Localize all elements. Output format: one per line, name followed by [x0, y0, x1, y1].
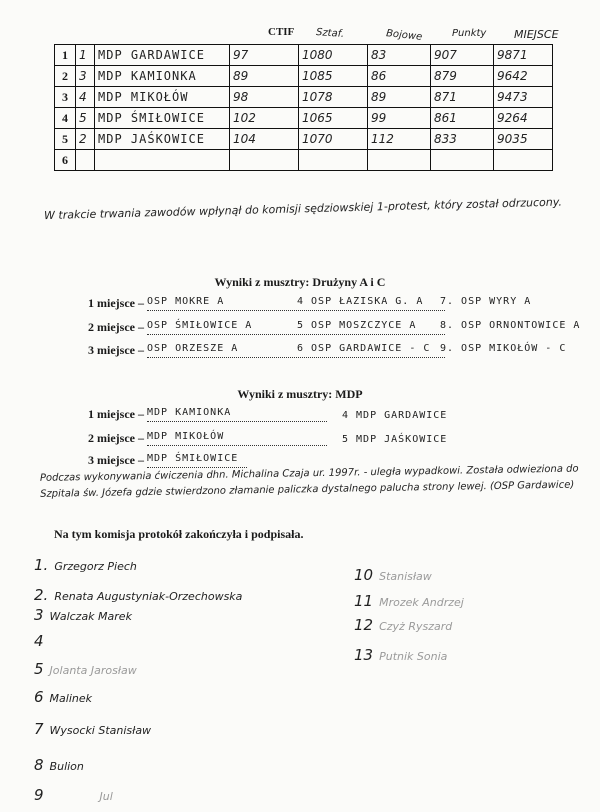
row-start-number: [76, 150, 95, 171]
place-entries: [147, 296, 445, 311]
musztra-mdp-title: Wyniki z musztry: MDP: [237, 387, 363, 401]
row-team: MDP KAMIONKA: [95, 66, 230, 87]
place-second: 6 OSP GARDAWICE - C: [296, 343, 431, 354]
row-total: 926: [494, 108, 553, 129]
header-miejsce: MIEJSCE: [514, 28, 559, 41]
signature-number: 8: [34, 756, 44, 774]
row-sztafeta: 1070: [299, 129, 368, 150]
table-row: [55, 66, 553, 87]
table-row: [55, 108, 553, 129]
signature-name: Grzegorz Piech: [54, 560, 137, 573]
place-main: OSP ŚMIŁOWICE A: [146, 320, 253, 331]
row-start-number: 4: [76, 87, 95, 108]
row-lp: 5: [55, 129, 76, 150]
places-column: [520, 48, 528, 153]
place-value: 4: [520, 111, 528, 125]
row-bojowe: 112: [368, 129, 431, 150]
row-total: 947: [494, 87, 553, 108]
signature-number: 9: [34, 786, 44, 804]
signature-entry: [34, 586, 242, 604]
row-team: MDP ŚMIŁOWICE: [95, 108, 230, 129]
place-label: 3 miejsce –: [88, 453, 144, 467]
row-bojowe: [368, 150, 431, 171]
place-label: 2 miejsce –: [88, 320, 144, 334]
signature-entry: [34, 756, 84, 774]
row-team: MDP MIKOŁÓW: [95, 87, 230, 108]
row-team: MDP GARDAWICE: [95, 45, 230, 66]
musztra-mdp-row: [88, 407, 447, 425]
musztra-mdp-row: [88, 431, 447, 449]
place-main: OSP ORZESZE A: [146, 343, 239, 354]
signature-entry: [34, 720, 151, 738]
signature-name: Czyż Ryszard: [379, 620, 453, 633]
table-row: [55, 150, 553, 171]
row-ctif: 98: [230, 87, 299, 108]
place-main: MDP ŚMIŁOWICE: [147, 453, 247, 468]
row-total: 964: [494, 66, 553, 87]
place-label: 3 miejsce –: [88, 343, 144, 357]
row-bojowe: 83: [368, 45, 431, 66]
signature-number: 6: [34, 688, 44, 706]
signature-entry: [354, 566, 432, 584]
place-value: 2: [520, 69, 528, 83]
header-sztafeta: Sztaf.: [315, 27, 345, 40]
place-label: 1 miejsce –: [88, 296, 144, 310]
accident-note: Podczas wykonywania ćwiczenia dhn. Michalina Czaja ur. 1997r. - uległa wypadkowi. Została odwieziona do Szpitala św. Józefa gdzie stwierdzono złamanie paliczka dystalnego palucha strony lewej. (OSP Gardawice): [39, 463, 579, 500]
signature-name: Renata Augustyniak-Orzechowska: [54, 590, 243, 603]
row-ctif: 89: [230, 66, 299, 87]
signature-entry: [34, 660, 137, 678]
place-entries: [147, 320, 445, 335]
row-punkty: 907: [431, 45, 494, 66]
signature-name: Walczak Marek: [49, 610, 132, 623]
row-punkty: 861: [431, 108, 494, 129]
row-start-number: 2: [76, 129, 95, 150]
signature-name: Malinek: [49, 692, 92, 705]
signature-entry: [34, 688, 92, 706]
signature-name: Stanisław: [379, 570, 432, 583]
protest-note: W trakcie trwania zawodów wpłynął do komisji sędziowskiej 1-protest, który został odrzucony.: [43, 195, 563, 223]
row-start-number: 5: [76, 108, 95, 129]
place-value: 1: [520, 48, 528, 62]
row-bojowe: 99: [368, 108, 431, 129]
place-second: 4 MDP GARDAWICE: [341, 410, 448, 421]
signature-number: 3: [34, 606, 44, 624]
row-sztafeta: 1080: [299, 45, 368, 66]
header-ctif: CTIF: [268, 26, 295, 38]
row-punkty: 833: [431, 129, 494, 150]
signature-entry: [34, 786, 113, 804]
row-lp: 6: [55, 150, 76, 171]
row-sztafeta: 1078: [299, 87, 368, 108]
signature-name: Jul: [99, 790, 113, 803]
place-main: MDP MIKOŁÓW: [147, 431, 327, 446]
row-total: 987: [494, 45, 553, 66]
signature-number: 1.: [34, 556, 49, 574]
place-third: 9. OSP MIKOŁÓW - C: [440, 343, 567, 354]
row-ctif: [230, 150, 299, 171]
row-punkty: 879: [431, 66, 494, 87]
row-team: MDP JAŚKOWICE: [95, 129, 230, 150]
signature-entry: [34, 606, 132, 624]
place-label: 2 miejsce –: [88, 431, 144, 445]
signature-entry: [34, 556, 137, 574]
place-main: OSP MOKRE A: [146, 296, 225, 307]
signature-number: 11: [354, 592, 374, 610]
row-ctif: 104: [230, 129, 299, 150]
header-punkty: Punkty: [452, 28, 487, 39]
row-sztafeta: [299, 150, 368, 171]
signature-number: 10: [354, 566, 374, 584]
row-lp: 3: [55, 87, 76, 108]
place-second: 4 OSP ŁAZISKA G. A: [296, 296, 424, 307]
signature-entry: [34, 632, 50, 650]
signature-name: Mrozek Andrzej: [379, 596, 464, 609]
row-bojowe: 89: [368, 87, 431, 108]
place-third: 8. OSP ORNONTOWICE A: [440, 320, 581, 331]
row-total: 903: [494, 129, 553, 150]
musztra-ac-row: [88, 343, 567, 361]
signature-number: 4: [34, 632, 44, 650]
table-row: [55, 129, 553, 150]
place-third: 7. OSP WYRY A: [440, 296, 532, 307]
musztra-ac-row: [88, 320, 581, 338]
place-value: 3: [520, 90, 528, 104]
signature-number: 2.: [34, 586, 49, 604]
signature-name: Putnik Sonia: [379, 650, 448, 663]
row-team: [95, 150, 230, 171]
table-row: [55, 45, 553, 66]
row-sztafeta: 1085: [299, 66, 368, 87]
row-start-number: 3: [76, 66, 95, 87]
row-lp: 2: [55, 66, 76, 87]
signature-number: 12: [354, 616, 374, 634]
place-second: 5 MDP JAŚKOWICE: [341, 434, 448, 445]
signature-name: Jolanta Jarosław: [49, 664, 137, 677]
signature-entry: [354, 616, 452, 634]
closing-statement: Na tym komisja protokół zakończyła i podpisała.: [54, 527, 304, 541]
signature-number: 5: [34, 660, 44, 678]
signature-number: 7: [34, 720, 44, 738]
place-second: 5 OSP MOSZCZYCE A: [296, 320, 417, 331]
row-ctif: 102: [230, 108, 299, 129]
row-bojowe: 86: [368, 66, 431, 87]
place-main: MDP KAMIONKA: [147, 407, 327, 422]
row-lp: 4: [55, 108, 76, 129]
signature-name: Wysocki Stanisław: [49, 724, 152, 737]
place-label: 1 miejsce –: [88, 407, 144, 421]
row-sztafeta: 1065: [299, 108, 368, 129]
musztra-ac-row: [88, 296, 532, 314]
table-row: [55, 87, 553, 108]
row-ctif: 97: [230, 45, 299, 66]
header-bojowe: Bojowe: [385, 28, 423, 43]
place-value: 5: [520, 132, 528, 146]
signature-number: 13: [354, 646, 374, 664]
signature-entry: [354, 592, 464, 610]
row-start-number: 1: [76, 45, 95, 66]
row-punkty: 871: [431, 87, 494, 108]
row-punkty: [431, 150, 494, 171]
row-lp: 1: [55, 45, 76, 66]
place-entries: [147, 343, 445, 358]
results-table: [54, 44, 553, 171]
signature-entry: [354, 646, 447, 664]
musztra-ac-title: Wyniki z musztry: Drużyny A i C: [214, 275, 386, 289]
signature-name: Bulion: [49, 760, 84, 773]
